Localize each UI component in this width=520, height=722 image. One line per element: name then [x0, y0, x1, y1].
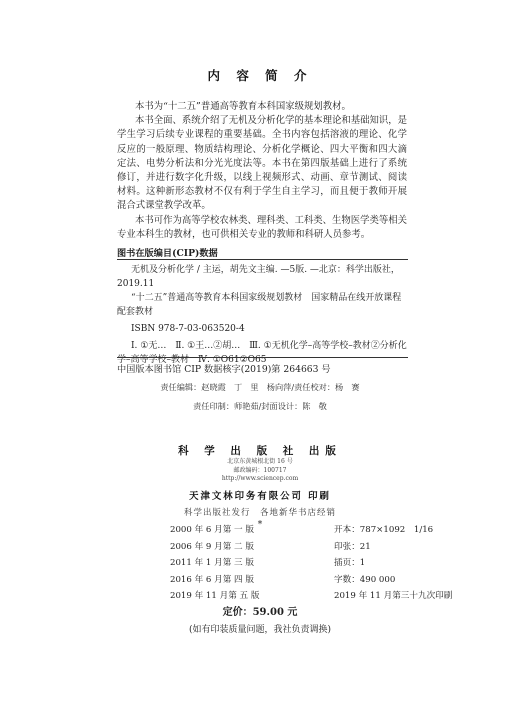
cip-label: 图书在版编目(CIP)数据 [117, 248, 218, 259]
publisher-postcode: 邮政编码：100717 [233, 466, 287, 474]
intro-section [117, 100, 407, 242]
price: 定价：59.00 元 [222, 607, 298, 618]
cip-line: ISBN 978-7-03-063520-4 [131, 324, 245, 334]
printer-name: 天津文林印务有限公司 印刷 [189, 490, 331, 502]
cip-top-rule [117, 259, 408, 260]
print-history-table [170, 521, 474, 604]
table-row [170, 587, 474, 604]
cip-line: 无机及分析化学 / 主运，胡先文主编. —5版. —北京：科学出版社，2019.11 [117, 265, 400, 289]
production-credits: 责任印制：师艳茹/封面设计：陈 敬 [193, 401, 327, 411]
table-row [170, 571, 474, 588]
edition-cell: 2016 年 6 月第 四 版 [170, 574, 254, 585]
publisher-website: http://www.sciencep.com [221, 475, 299, 482]
cip-line: Ⅰ. ①无… Ⅱ. ①王…②胡… Ⅲ. ①无机化学–高等学校–教材②分析化学–高等学校–教材 Ⅳ. ①O61②O65 [117, 341, 407, 365]
spec-cell: 插页：1 [334, 558, 366, 569]
intro-paragraph: 本书可作为高等学校农林类、理科类、工科类、生物医学类等相关专业本科生的教材，也可供相关专业的教师和科研人员参考。 [117, 214, 407, 240]
cip-number: 中国版本图书馆 CIP 数据核字(2019)第 264663 号 [117, 364, 331, 375]
publisher-name: 科 学 出 版 社 出版 [178, 445, 342, 457]
cip-bottom-rule [117, 357, 408, 358]
table-row [170, 538, 474, 555]
spec-cell: 开本：787×1092 1/16 [334, 525, 434, 536]
edition-cell: 2019 年 11 月第 五 版 [170, 591, 260, 602]
intro-paragraph: 本书为“十二五”普通高等教育本科国家级规划教材。 [135, 101, 351, 112]
edition-cell: 2000 年 6 月第 一 版 [170, 525, 254, 536]
page-title: 内 容 简 介 [207, 68, 313, 83]
quality-notice: (如有印装质量问题，我社负责调换) [188, 625, 332, 635]
cip-block [117, 263, 407, 367]
table-row [170, 554, 474, 571]
distributor: 科学出版社发行 各地新华书店经销 [183, 507, 336, 518]
edition-cell: 2011 年 1 月第 三 版 [170, 558, 254, 569]
intro-paragraph: 本书全面、系统介绍了无机及分析化学的基本理论和基础知识，是学生学习后续专业课程的重要基础。全书内容包括溶液的理论、化学反应的一般原理、物质结构理论、分析化学概论、四大平衡和四大滴定法、电势分析法和分光光度法等。本书在第四版基础上进行了系统修订，并进行数字化升级，以线上视频形式、动画、章节测试、阅读材料。这种新形态教材不仅有利于学生自主学习，而且便于教师开展混合式课堂教学改革。 [117, 115, 407, 212]
table-row [170, 521, 474, 538]
publisher-address: 北京东黄城根北街 16 号 [227, 458, 293, 465]
publisher-block [0, 443, 520, 530]
spec-cell: 2019 年 11 月第三十九次印刷 [334, 591, 453, 602]
spec-cell: 字数：490 000 [334, 574, 396, 585]
edition-cell: 2006 年 9 月第 二 版 [170, 541, 254, 552]
cip-line: “十二五”普通高等教育本科国家级规划教材 国家精品在线开放课程配套教材 [117, 293, 402, 317]
editor-credits: 责任编辑：赵晓霞 丁 里 杨向萍/责任校对：杨 赛 [160, 382, 360, 392]
spec-cell: 印张：21 [334, 541, 371, 552]
separator-star: * [257, 519, 263, 530]
